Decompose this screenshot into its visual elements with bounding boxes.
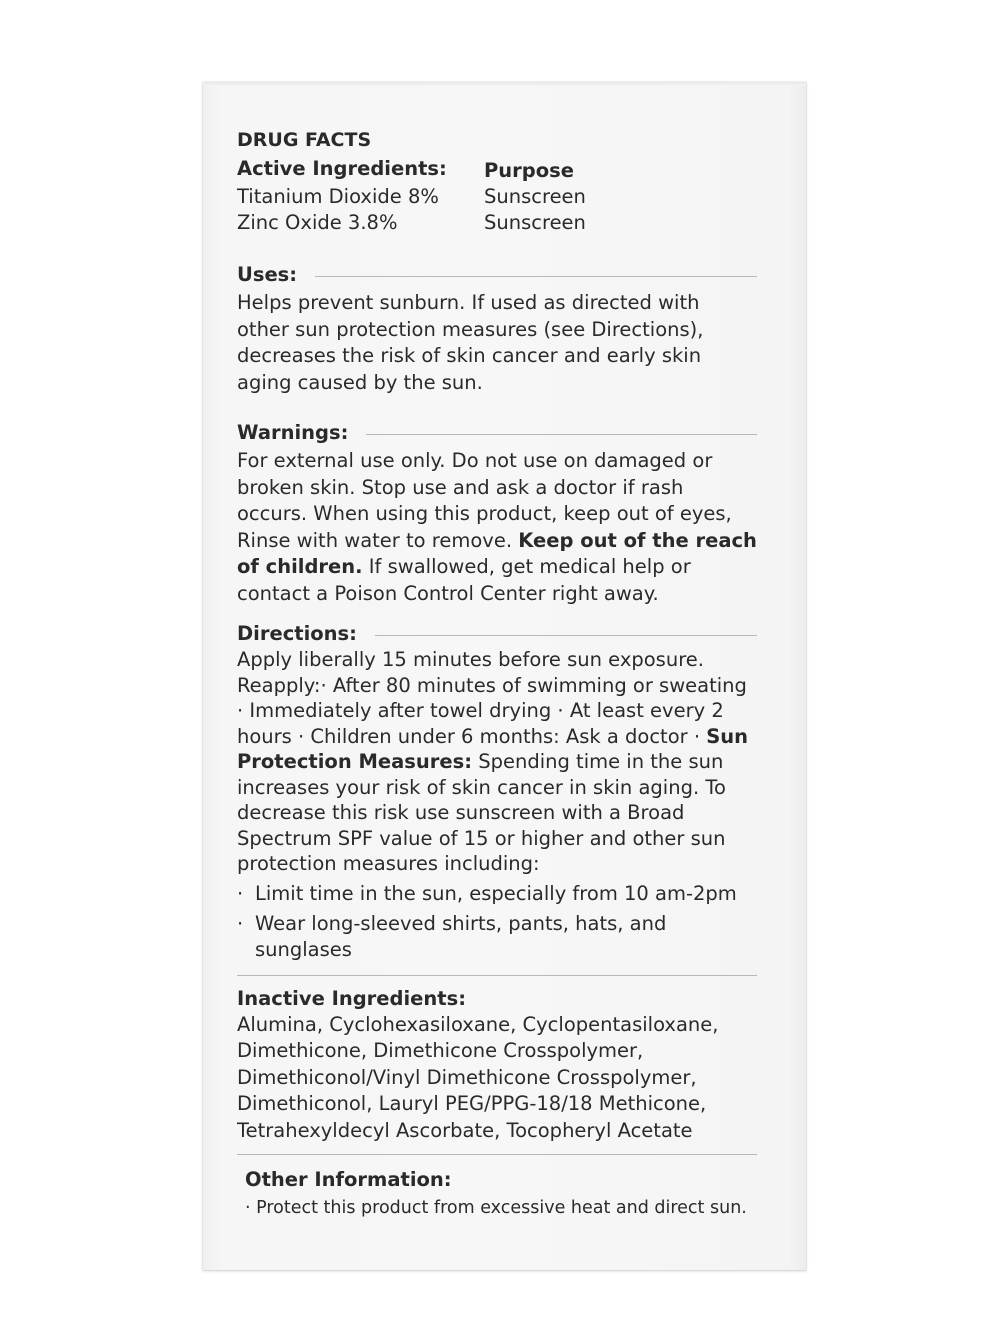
warnings-heading: Warnings: bbox=[237, 421, 349, 444]
section-divider bbox=[237, 975, 757, 976]
warnings-text-part: For external use only. Do not use on damaged or broken skin. Stop use and ask a doctor if rash occurs. When using this product, keep out of eyes, Rinse with water to remove. bbox=[237, 449, 732, 552]
box-top-edge bbox=[203, 82, 806, 86]
active-ingredients-table bbox=[237, 156, 757, 236]
inactive-ingredients-heading: Inactive Ingredients: bbox=[237, 986, 467, 1010]
drug-facts-title: DRUG FACTS bbox=[237, 129, 372, 151]
inactive-ingredients-text: Alumina, Cyclohexasiloxane, Cyclopentasiloxane, Dimethicone, Dimethicone Crosspolymer, Dimethiconol/Vinyl Dimethicone Crosspolymer, Dimethiconol, Lauryl PEG/PPG-18/18 Methicone, Tetrahexyldecyl Ascorbate, Tocopheryl Acetate bbox=[237, 1012, 719, 1142]
section-divider bbox=[237, 1154, 757, 1155]
bullet-dot: · bbox=[237, 911, 244, 935]
directions-text-part: Apply liberally 15 minutes before sun exposure. Reapply:· After 80 minutes of swimming or sweating · Immediately after towel drying · At least every 2 hours · Children under 6 months: Ask a doctor · bbox=[237, 648, 747, 748]
other-information-text: · Protect this product from excessive heat and direct sun. bbox=[245, 1198, 747, 1218]
warnings-text bbox=[237, 448, 757, 607]
section-divider bbox=[315, 276, 757, 277]
warnings-bold-text: Keep out of the reach of children. bbox=[237, 528, 757, 578]
ingredient-purpose: Sunscreen bbox=[484, 185, 586, 208]
section-divider bbox=[375, 635, 757, 636]
bullet-text: Wear long-sleeved shirts, pants, hats, and sunglases bbox=[255, 911, 667, 961]
bullet-item bbox=[237, 911, 757, 963]
product-box-panel bbox=[203, 82, 806, 1270]
warnings-section-header bbox=[237, 420, 757, 446]
directions-section-header bbox=[237, 621, 757, 647]
section-divider bbox=[366, 434, 757, 435]
ingredient-name: Zinc Oxide 3.8% bbox=[237, 211, 398, 234]
directions-text bbox=[237, 647, 757, 877]
ingredient-name: Titanium Dioxide 8% bbox=[237, 185, 439, 208]
directions-bullet-list bbox=[237, 881, 757, 963]
uses-text: Helps prevent sunburn. If used as directed with other sun protection measures (see Directions), decreases the risk of skin cancer and early skin aging caused by the sun. bbox=[237, 291, 704, 394]
uses-heading: Uses: bbox=[237, 263, 298, 286]
bullet-text: Limit time in the sun, especially from 10 am-2pm bbox=[255, 881, 737, 905]
other-information-heading: Other Information: bbox=[245, 1168, 452, 1191]
warnings-text-part: If swallowed, get medical help or contact a Poison Control Center right away. bbox=[237, 555, 691, 605]
purpose-heading: Purpose bbox=[484, 159, 574, 182]
directions-text-part: Spending time in the sun increases your risk of skin cancer in skin aging. To decrease this risk use sunscreen with a Broad Spectrum SPF value of 15 or higher and other sun protection measures including: bbox=[237, 750, 726, 875]
ingredient-purpose: Sunscreen bbox=[484, 211, 586, 234]
bullet-item bbox=[237, 881, 757, 907]
active-ingredients-heading: Active Ingredients: bbox=[237, 157, 447, 180]
drug-facts-label bbox=[237, 128, 757, 1221]
directions-bold-text: Sun Protection Measures: bbox=[237, 724, 749, 773]
directions-heading: Directions: bbox=[237, 622, 357, 645]
uses-section-header bbox=[237, 262, 757, 288]
bullet-dot: · bbox=[237, 881, 244, 905]
